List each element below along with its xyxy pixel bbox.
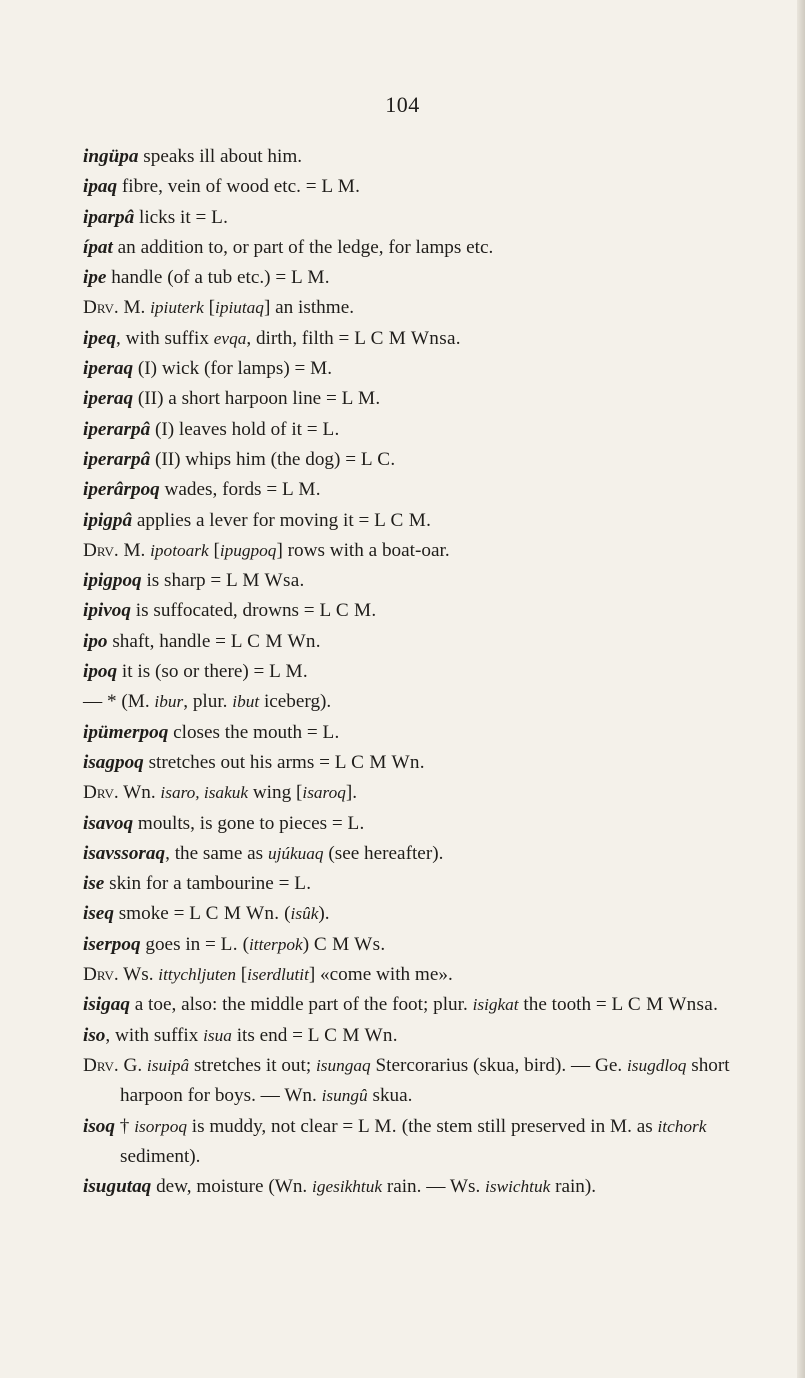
- entry-text: (I) leaves hold of it =: [150, 418, 323, 440]
- derivation-label: Drv.: [83, 964, 119, 986]
- entry-text: moults, is gone to pieces =: [133, 812, 348, 834]
- source-codes: L C M Wnsa.: [354, 327, 461, 349]
- entry-text: is sharp =: [141, 570, 227, 592]
- dictionary-entry: [83, 657, 763, 687]
- source-codes: L C M Wn.: [334, 751, 425, 773]
- headword: ipigpoq: [83, 570, 142, 592]
- source-codes: C M Ws.: [313, 933, 386, 955]
- italic-form: isugdloq: [626, 1055, 687, 1075]
- entry-text: wades, fords =: [159, 479, 282, 501]
- headword: iperaq: [83, 358, 134, 380]
- headword: isavoq: [83, 812, 134, 834]
- dictionary-entry: [83, 596, 763, 626]
- entry-text: , the same as: [165, 842, 268, 864]
- italic-form: ibur: [154, 692, 184, 712]
- entry-text: smoke =: [113, 903, 190, 925]
- source-codes: L M Wsa.: [226, 570, 305, 592]
- dictionary-entry: [83, 687, 763, 717]
- entry-text: stretches out his arms =: [143, 751, 335, 773]
- dictionary-entry: [83, 324, 763, 354]
- dictionary-entry: [83, 899, 763, 929]
- italic-form: isungaq: [315, 1055, 371, 1075]
- dictionary-entry: [83, 1112, 763, 1173]
- headword: ipigpâ: [83, 509, 133, 531]
- dictionary-entry: [83, 203, 763, 233]
- italic-form: isua: [203, 1025, 232, 1045]
- source-codes: L.: [322, 721, 340, 743]
- entry-text: Stercorarius (skua, bird). — Ge.: [370, 1054, 627, 1076]
- dictionary-entry: [83, 627, 763, 657]
- derivation-label: Drv.: [83, 539, 119, 561]
- italic-form: isaro, isakuk: [160, 783, 249, 803]
- headword: ipo: [83, 630, 108, 652]
- entry-text: (: [237, 933, 249, 955]
- entry-text: Ws.: [118, 964, 159, 986]
- italic-form: ipugpoq: [219, 540, 277, 560]
- dictionary-entry: [83, 172, 763, 202]
- entry-text: a toe, also: the middle part of the foot; plur.: [129, 994, 473, 1016]
- italic-form: isûk: [290, 904, 319, 924]
- italic-form: ittychljuten: [158, 965, 236, 985]
- dictionary-entry: [83, 930, 763, 960]
- entry-text: ] rows with a boat-oar.: [276, 539, 450, 561]
- entry-text: is suffocated, drowns =: [130, 600, 320, 622]
- headword: iperarpâ: [83, 448, 151, 470]
- italic-form: ipotoark: [150, 540, 209, 560]
- dictionary-entry: [83, 990, 763, 1020]
- italic-form: ipiutaq: [215, 298, 264, 318]
- entry-text: applies a lever for moving it =: [132, 509, 375, 531]
- entry-text: ] «come with me».: [308, 964, 453, 986]
- entry-text: — * (M.: [83, 691, 155, 713]
- entry-text: an addition to, or part of the ledge, for lamps etc.: [112, 236, 494, 258]
- source-codes: L C M.: [374, 509, 432, 531]
- entry-text: ] an isthme.: [263, 297, 355, 319]
- entry-text: [: [235, 964, 248, 986]
- italic-form: iswichtuk: [485, 1177, 551, 1197]
- headword: isavssoraq: [83, 842, 166, 864]
- source-codes: L.: [294, 873, 312, 895]
- entry-text: it is (so or there) =: [117, 661, 270, 683]
- source-codes: L C M.: [319, 600, 377, 622]
- source-codes: L M.: [358, 1115, 397, 1137]
- source-codes: L M.: [321, 176, 361, 198]
- italic-form: isungû: [321, 1086, 368, 1106]
- entry-text: sediment).: [120, 1145, 201, 1167]
- entry-text: is muddy, not clear =: [186, 1115, 359, 1137]
- entry-text: , with suffix: [105, 1024, 204, 1046]
- entry-text: †: [115, 1115, 135, 1137]
- italic-form: iserdlutit: [247, 965, 309, 985]
- headword: ipeq: [83, 327, 117, 349]
- headword: isugutaq: [83, 1176, 152, 1198]
- entry-text: ).: [318, 903, 330, 925]
- italic-form: ujúkuaq: [267, 843, 324, 863]
- source-codes: L M.: [341, 388, 381, 410]
- entry-text: , plur.: [183, 691, 233, 713]
- entry-text: M.: [118, 297, 151, 319]
- dictionary-entry: [83, 1051, 763, 1112]
- entry-text: Wn.: [118, 782, 161, 804]
- entry-text: G.: [118, 1054, 147, 1076]
- headword: ipoq: [83, 661, 118, 683]
- entry-text: [: [208, 539, 220, 561]
- headword: isoq: [83, 1115, 115, 1137]
- italic-form: itchork: [657, 1116, 707, 1136]
- entry-text: wing [: [248, 782, 303, 804]
- dictionary-entry: [83, 415, 763, 445]
- derivation-label: Drv.: [83, 297, 119, 319]
- italic-form: isuipâ: [146, 1055, 190, 1075]
- headword: ipaq: [83, 176, 118, 198]
- source-codes: L C M Wn.: [189, 903, 280, 925]
- headword: isigaq: [83, 994, 130, 1016]
- entry-text: (: [279, 903, 291, 925]
- entry-text: skua.: [367, 1085, 413, 1107]
- dictionary-entry: [83, 1021, 763, 1051]
- entry-text: its end =: [231, 1024, 308, 1046]
- dictionary-entry: [83, 1172, 763, 1202]
- dictionary-entry: [83, 960, 763, 990]
- headword: iperaq: [83, 388, 134, 410]
- headword: ipümerpoq: [83, 721, 169, 743]
- italic-form: ibut: [232, 692, 260, 712]
- entry-text: skin for a tambourine =: [104, 873, 295, 895]
- source-codes: L C M Wnsa.: [611, 994, 719, 1016]
- entry-text: (the stem still preserved in M. as: [396, 1115, 658, 1137]
- dictionary-entry: [83, 718, 763, 748]
- dictionary-entry: [83, 506, 763, 536]
- entry-text: ].: [345, 782, 358, 804]
- dictionary-entry: [83, 354, 763, 384]
- headword: iso: [83, 1024, 106, 1046]
- headword: ipe: [83, 267, 107, 289]
- headword: iperarpâ: [83, 418, 151, 440]
- entry-text: [: [203, 297, 216, 319]
- headword: ipivoq: [83, 600, 131, 622]
- source-codes: L.: [211, 206, 229, 228]
- dictionary-entry: [83, 233, 763, 263]
- entry-text: stretches it out;: [189, 1054, 316, 1076]
- entry-text: handle (of a tub etc.) =: [106, 267, 291, 289]
- source-codes: L.: [347, 812, 365, 834]
- entry-text: closes the mouth =: [168, 721, 323, 743]
- headword: iserpoq: [83, 933, 141, 955]
- entry-text: goes in =: [140, 933, 221, 955]
- entry-text: speaks ill about him.: [138, 146, 303, 167]
- dictionary-entry: [83, 809, 763, 839]
- entry-text: , dirth, filth =: [246, 327, 355, 349]
- derivation-label: Drv.: [83, 782, 119, 804]
- dictionary-entries: [83, 142, 763, 1202]
- dictionary-entry: [83, 536, 763, 566]
- entry-text: shaft, handle =: [107, 630, 231, 652]
- italic-form: itterpok: [248, 934, 303, 954]
- headword: ingüpa: [83, 146, 139, 167]
- headword: ípat: [83, 236, 113, 258]
- dictionary-entry: [83, 475, 763, 505]
- headword: ise: [83, 873, 105, 895]
- dictionary-entry: [83, 293, 763, 323]
- source-codes: L M.: [290, 267, 330, 289]
- entry-text: rain).: [550, 1176, 597, 1198]
- entry-text: , with suffix: [116, 327, 214, 349]
- dictionary-entry: [83, 869, 763, 899]
- entry-text: M.: [118, 539, 151, 561]
- entry-text: licks it =: [134, 206, 212, 228]
- source-codes: L.: [322, 418, 340, 440]
- dictionary-entry: [83, 839, 763, 869]
- entry-text: short harpoon for boys. — Wn.: [120, 1054, 730, 1107]
- headword: isagpoq: [83, 751, 144, 773]
- dictionary-entry: [83, 566, 763, 596]
- dictionary-entry: [83, 748, 763, 778]
- dictionary-entry: [83, 263, 763, 293]
- headword: iseq: [83, 903, 114, 925]
- page-number: 104: [385, 92, 420, 117]
- entry-text: (II) a short harpoon line =: [133, 388, 342, 410]
- source-codes: L C.: [360, 448, 396, 470]
- dictionary-entry: [83, 384, 763, 414]
- entry-text: (see hereafter).: [323, 842, 444, 864]
- source-codes: L M.: [269, 661, 309, 683]
- italic-form: evqa: [213, 328, 247, 348]
- source-codes: L M.: [281, 479, 321, 501]
- source-codes: L C M Wn.: [230, 630, 321, 652]
- headword: iperârpoq: [83, 479, 160, 501]
- italic-form: isigkat: [472, 995, 519, 1015]
- page-edge: [797, 0, 805, 1378]
- entry-text: iceberg).: [259, 691, 332, 713]
- entry-text: the tooth =: [518, 994, 612, 1016]
- derivation-label: Drv.: [83, 1054, 119, 1076]
- entry-text: rain. — Ws.: [382, 1176, 486, 1198]
- italic-form: igesikhtuk: [312, 1177, 383, 1197]
- entry-text: (I) wick (for lamps) = M.: [133, 358, 333, 380]
- headword: iparpâ: [83, 206, 135, 228]
- italic-form: isorpoq: [134, 1116, 187, 1136]
- source-codes: L C M Wn.: [307, 1024, 398, 1046]
- entry-text: ): [302, 933, 314, 955]
- italic-form: isaroq: [302, 783, 346, 803]
- entry-text: (II) whips him (the dog) =: [150, 448, 361, 470]
- dictionary-entry: [83, 142, 763, 172]
- source-codes: L.: [220, 933, 238, 955]
- dictionary-entry: [83, 778, 763, 808]
- italic-form: ipiuterk: [150, 298, 204, 318]
- dictionary-entry: [83, 445, 763, 475]
- entry-text: dew, moisture (Wn.: [151, 1176, 313, 1198]
- entry-text: fibre, vein of wood etc. =: [117, 176, 322, 198]
